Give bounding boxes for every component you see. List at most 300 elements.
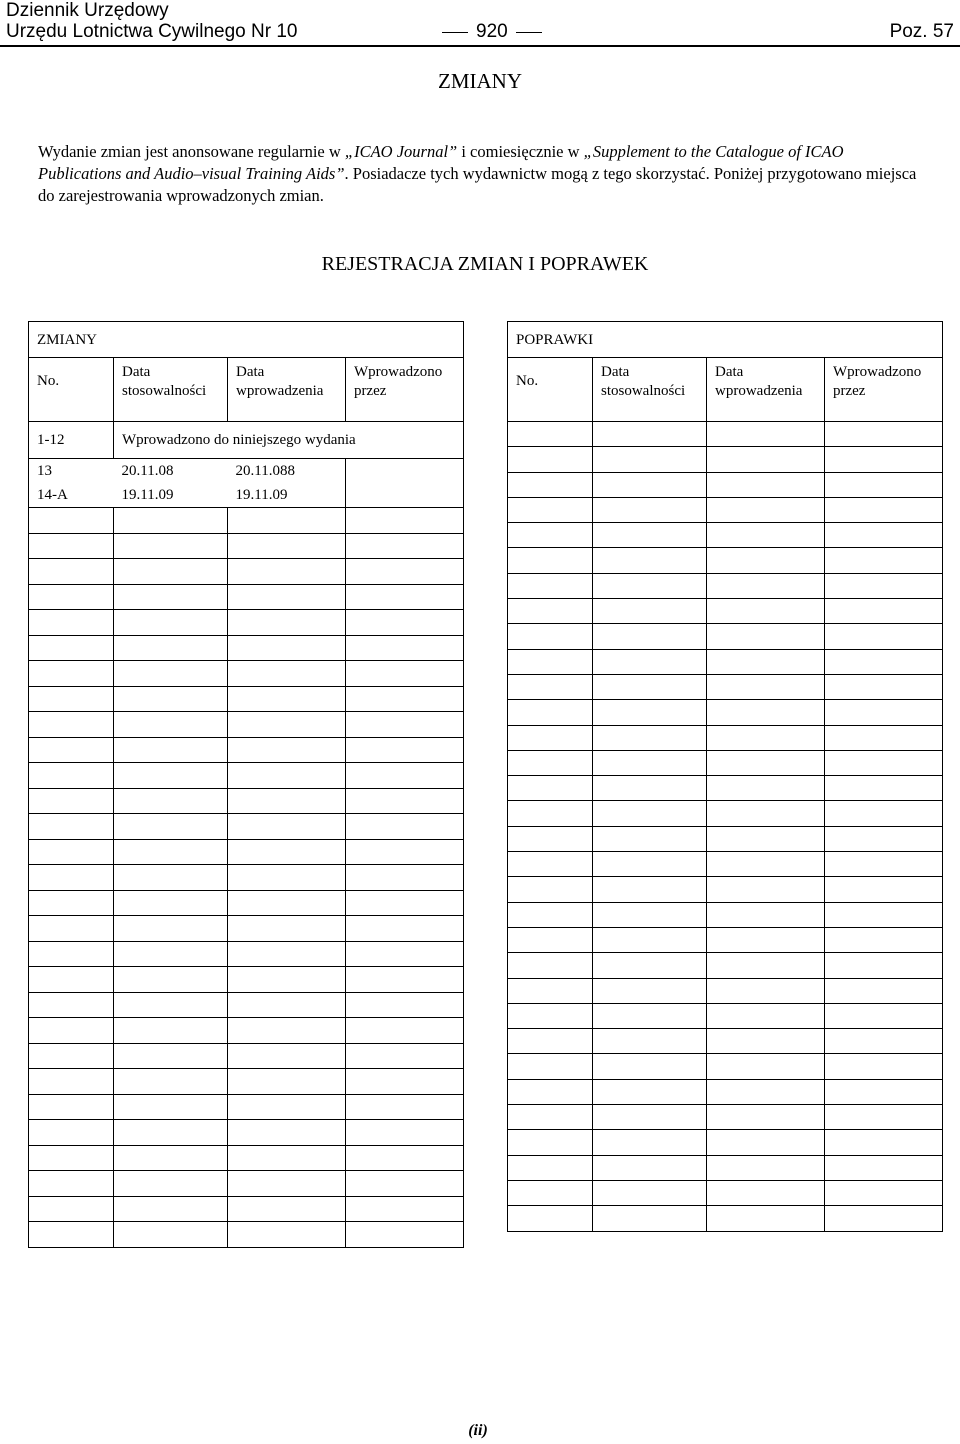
- blank-cell: [593, 1155, 707, 1180]
- blank-cell: [346, 686, 464, 712]
- blank-cell: [707, 548, 825, 573]
- zmiany-header-entered-by-l1: Wprowadzono: [354, 364, 443, 380]
- blank-cell: [707, 1155, 825, 1180]
- blank-cell: [825, 674, 943, 699]
- blank-cell: [825, 725, 943, 750]
- blank-cell: [228, 1196, 346, 1222]
- blank-cell: [707, 422, 825, 447]
- poprawki-table: [507, 321, 943, 1232]
- blank-cell: [228, 635, 346, 661]
- blank-cell: [508, 1155, 593, 1180]
- blank-cell: [114, 1145, 228, 1171]
- blank-cell: [114, 839, 228, 865]
- blank-row: [29, 661, 464, 687]
- blank-cell: [508, 649, 593, 674]
- blank-row: [29, 1196, 464, 1222]
- blank-row: [508, 1079, 943, 1104]
- blank-cell: [707, 826, 825, 851]
- blank-row: [508, 1029, 943, 1054]
- blank-cell: [593, 700, 707, 725]
- blank-cell: [707, 497, 825, 522]
- blank-cell: [593, 826, 707, 851]
- register-title: REJESTRACJA ZMIAN I POPRAWEK: [321, 253, 649, 275]
- blank-cell: [228, 1018, 346, 1044]
- blank-cell: [346, 992, 464, 1018]
- blank-cell: [114, 584, 228, 610]
- blank-cell: [707, 1029, 825, 1054]
- poprawki-header-entered-by-l1: Wprowadzono: [833, 364, 922, 380]
- blank-cell: [707, 750, 825, 775]
- blank-row: [29, 1145, 464, 1171]
- zmiany-row2-by: [346, 459, 464, 484]
- blank-row: [508, 1054, 943, 1079]
- blank-cell: [508, 700, 593, 725]
- blank-cell: [114, 559, 228, 585]
- blank-cell: [825, 1130, 943, 1155]
- blank-row: [508, 1180, 943, 1205]
- blank-cell: [228, 1222, 346, 1248]
- blank-cell: [29, 559, 114, 585]
- blank-cell: [825, 523, 943, 548]
- blank-cell: [228, 737, 346, 763]
- blank-cell: [593, 927, 707, 952]
- blank-cell: [228, 559, 346, 585]
- blank-cell: [29, 1069, 114, 1095]
- blank-row: [508, 801, 943, 826]
- blank-cell: [707, 624, 825, 649]
- blank-cell: [114, 508, 228, 534]
- blank-cell: [593, 801, 707, 826]
- position-number: Poz. 57: [889, 21, 954, 42]
- blank-cell: [593, 902, 707, 927]
- blank-cell: [508, 497, 593, 522]
- blank-cell: [707, 877, 825, 902]
- blank-row: [29, 1043, 464, 1069]
- blank-cell: [508, 750, 593, 775]
- poprawki-table-title: POPRAWKI: [508, 322, 943, 358]
- blank-cell: [114, 788, 228, 814]
- blank-row: [508, 826, 943, 851]
- poprawki-header-entered-by-l2: przez: [833, 383, 866, 399]
- page-number-dash-left: [442, 32, 468, 33]
- zmiany-header-entered-by-l2: przez: [354, 383, 387, 399]
- zmiany-row3-by: [346, 483, 464, 508]
- blank-row: [508, 447, 943, 472]
- blank-cell: [825, 624, 943, 649]
- blank-cell: [593, 978, 707, 1003]
- blank-cell: [825, 649, 943, 674]
- blank-cell: [114, 1171, 228, 1197]
- blank-cell: [228, 814, 346, 840]
- blank-cell: [29, 610, 114, 636]
- table-row: [29, 483, 464, 508]
- blank-row: [29, 814, 464, 840]
- blank-cell: [825, 902, 943, 927]
- blank-cell: [114, 1196, 228, 1222]
- blank-cell: [508, 1054, 593, 1079]
- blank-cell: [707, 649, 825, 674]
- blank-cell: [228, 839, 346, 865]
- blank-cell: [228, 941, 346, 967]
- blank-cell: [228, 610, 346, 636]
- blank-cell: [346, 1196, 464, 1222]
- blank-row: [508, 725, 943, 750]
- blank-cell: [346, 916, 464, 942]
- header-rule: [0, 45, 960, 47]
- blank-cell: [228, 1043, 346, 1069]
- blank-row: [508, 700, 943, 725]
- blank-cell: [228, 686, 346, 712]
- blank-cell: [114, 814, 228, 840]
- blank-cell: [29, 839, 114, 865]
- blank-cell: [114, 1069, 228, 1095]
- blank-cell: [593, 674, 707, 699]
- zmiany-header-applicable-date-l1: Data: [122, 364, 151, 380]
- blank-cell: [114, 865, 228, 891]
- blank-cell: [593, 548, 707, 573]
- blank-row: [508, 497, 943, 522]
- blank-cell: [593, 447, 707, 472]
- blank-cell: [825, 927, 943, 952]
- blank-cell: [825, 750, 943, 775]
- page-number: 920: [476, 21, 508, 42]
- blank-cell: [508, 523, 593, 548]
- blank-cell: [228, 1069, 346, 1095]
- blank-cell: [29, 1094, 114, 1120]
- blank-cell: [228, 788, 346, 814]
- blank-cell: [29, 661, 114, 687]
- blank-cell: [707, 978, 825, 1003]
- blank-row: [508, 649, 943, 674]
- blank-cell: [593, 422, 707, 447]
- blank-cell: [593, 472, 707, 497]
- blank-cell: [228, 967, 346, 993]
- blank-cell: [593, 497, 707, 522]
- table-row: [29, 459, 464, 484]
- blank-cell: [825, 700, 943, 725]
- blank-cell: [346, 865, 464, 891]
- blank-cell: [114, 1094, 228, 1120]
- blank-row: [508, 1155, 943, 1180]
- blank-cell: [825, 1079, 943, 1104]
- blank-cell: [114, 1120, 228, 1146]
- blank-cell: [508, 852, 593, 877]
- blank-cell: [508, 927, 593, 952]
- zmiany-row3-entered: 19.11.09: [228, 483, 346, 508]
- blank-cell: [593, 877, 707, 902]
- blank-cell: [29, 1043, 114, 1069]
- blank-row: [29, 788, 464, 814]
- blank-cell: [707, 447, 825, 472]
- supplement-name: „Supplement to the Catalogue of ICAO Publications and Audio–visual Training Aids”: [38, 142, 844, 183]
- blank-cell: [29, 1196, 114, 1222]
- blank-cell: [508, 801, 593, 826]
- blank-cell: [508, 599, 593, 624]
- blank-cell: [228, 584, 346, 610]
- blank-cell: [228, 1171, 346, 1197]
- blank-cell: [825, 1155, 943, 1180]
- blank-cell: [346, 1145, 464, 1171]
- blank-cell: [114, 635, 228, 661]
- blank-cell: [707, 1130, 825, 1155]
- blank-cell: [508, 1079, 593, 1104]
- blank-cell: [114, 1018, 228, 1044]
- zmiany-header-applicable-date: [114, 358, 228, 422]
- journal-title-line2: Urzędu Lotnictwa Cywilnego Nr 10: [6, 21, 298, 42]
- zmiany-row1-note: Wprowadzono do niniejszego wydania: [114, 422, 464, 459]
- blank-cell: [114, 533, 228, 559]
- blank-cell: [346, 1018, 464, 1044]
- blank-row: [29, 1018, 464, 1044]
- blank-cell: [114, 941, 228, 967]
- zmiany-header-entry-date: [228, 358, 346, 422]
- blank-cell: [29, 635, 114, 661]
- blank-cell: [707, 1105, 825, 1130]
- blank-cell: [707, 1003, 825, 1028]
- blank-cell: [593, 1054, 707, 1079]
- blank-row: [508, 674, 943, 699]
- blank-row: [508, 877, 943, 902]
- blank-cell: [593, 573, 707, 598]
- zmiany-row3-applicable: 19.11.09: [114, 483, 228, 508]
- blank-cell: [825, 573, 943, 598]
- blank-cell: [707, 852, 825, 877]
- blank-cell: [707, 953, 825, 978]
- blank-cell: [825, 776, 943, 801]
- blank-cell: [825, 1003, 943, 1028]
- blank-cell: [346, 1094, 464, 1120]
- blank-cell: [593, 1029, 707, 1054]
- blank-cell: [29, 737, 114, 763]
- blank-cell: [508, 978, 593, 1003]
- blank-cell: [114, 916, 228, 942]
- blank-row: [29, 890, 464, 916]
- blank-cell: [825, 877, 943, 902]
- blank-row: [508, 776, 943, 801]
- blank-cell: [346, 788, 464, 814]
- journal-title-line1: Dziennik Urzędowy: [6, 0, 169, 21]
- blank-cell: [707, 1206, 825, 1231]
- blank-cell: [508, 826, 593, 851]
- blank-cell: [825, 1054, 943, 1079]
- blank-cell: [707, 573, 825, 598]
- blank-cell: [346, 1069, 464, 1095]
- poprawki-header-entry-date-l2: wprowadzenia: [715, 383, 803, 399]
- blank-row: [29, 712, 464, 738]
- blank-cell: [29, 814, 114, 840]
- blank-cell: [825, 472, 943, 497]
- blank-row: [29, 686, 464, 712]
- blank-row: [29, 1171, 464, 1197]
- blank-cell: [228, 1120, 346, 1146]
- blank-row: [508, 422, 943, 447]
- blank-cell: [29, 788, 114, 814]
- blank-cell: [29, 763, 114, 789]
- blank-cell: [346, 559, 464, 585]
- blank-cell: [707, 523, 825, 548]
- blank-row: [508, 1130, 943, 1155]
- blank-cell: [825, 801, 943, 826]
- blank-cell: [593, 1079, 707, 1104]
- blank-cell: [707, 1180, 825, 1205]
- blank-cell: [593, 1003, 707, 1028]
- blank-cell: [346, 737, 464, 763]
- blank-row: [508, 1003, 943, 1028]
- blank-cell: [228, 1145, 346, 1171]
- poprawki-header-entry-date: [707, 358, 825, 422]
- section-title: ZMIANY: [438, 69, 522, 93]
- blank-cell: [346, 1171, 464, 1197]
- blank-cell: [346, 941, 464, 967]
- blank-cell: [228, 533, 346, 559]
- blank-cell: [825, 497, 943, 522]
- blank-cell: [114, 967, 228, 993]
- blank-row: [29, 839, 464, 865]
- blank-row: [29, 584, 464, 610]
- zmiany-row1-no: 1-12: [29, 422, 114, 459]
- blank-cell: [228, 865, 346, 891]
- blank-cell: [508, 725, 593, 750]
- blank-cell: [508, 953, 593, 978]
- blank-cell: [593, 599, 707, 624]
- blank-cell: [825, 599, 943, 624]
- blank-cell: [114, 661, 228, 687]
- blank-cell: [508, 674, 593, 699]
- blank-cell: [29, 1171, 114, 1197]
- zmiany-header-entered-by: [346, 358, 464, 422]
- blank-cell: [707, 902, 825, 927]
- blank-cell: [29, 1145, 114, 1171]
- blank-cell: [825, 852, 943, 877]
- blank-cell: [825, 978, 943, 1003]
- page-number-dash-right: [516, 32, 542, 33]
- blank-row: [29, 533, 464, 559]
- blank-cell: [346, 967, 464, 993]
- blank-cell: [29, 916, 114, 942]
- icao-journal-name: „ICAO Journal”: [344, 142, 458, 161]
- blank-cell: [346, 890, 464, 916]
- blank-cell: [114, 1222, 228, 1248]
- blank-cell: [825, 1105, 943, 1130]
- blank-cell: [825, 447, 943, 472]
- blank-cell: [346, 610, 464, 636]
- blank-cell: [508, 472, 593, 497]
- blank-cell: [707, 927, 825, 952]
- blank-cell: [593, 1206, 707, 1231]
- blank-cell: [825, 1206, 943, 1231]
- blank-cell: [825, 826, 943, 851]
- blank-cell: [346, 635, 464, 661]
- blank-cell: [346, 763, 464, 789]
- zmiany-header-entry-date-l1: Data: [236, 364, 265, 380]
- blank-cell: [508, 776, 593, 801]
- blank-cell: [29, 1018, 114, 1044]
- blank-cell: [114, 737, 228, 763]
- blank-cell: [114, 890, 228, 916]
- blank-cell: [29, 967, 114, 993]
- blank-cell: [346, 1043, 464, 1069]
- intro-text-2: i comiesięcznie w: [457, 142, 584, 161]
- poprawki-header-no: No.: [508, 358, 593, 422]
- blank-row: [508, 750, 943, 775]
- blank-cell: [29, 533, 114, 559]
- poprawki-header-entered-by: [825, 358, 943, 422]
- blank-row: [29, 941, 464, 967]
- blank-cell: [508, 1206, 593, 1231]
- blank-row: [29, 763, 464, 789]
- blank-cell: [593, 852, 707, 877]
- zmiany-row2-no: 13: [29, 459, 114, 484]
- blank-row: [508, 472, 943, 497]
- blank-cell: [508, 877, 593, 902]
- poprawki-header-applicable-date: [593, 358, 707, 422]
- blank-row: [29, 1120, 464, 1146]
- blank-cell: [346, 1222, 464, 1248]
- blank-cell: [228, 992, 346, 1018]
- blank-row: [508, 573, 943, 598]
- blank-cell: [707, 1054, 825, 1079]
- blank-row: [29, 1094, 464, 1120]
- blank-cell: [707, 776, 825, 801]
- blank-cell: [593, 1180, 707, 1205]
- zmiany-header-no: No.: [29, 358, 114, 422]
- zmiany-header-entry-date-l2: wprowadzenia: [236, 383, 324, 399]
- blank-cell: [29, 1222, 114, 1248]
- blank-row: [29, 865, 464, 891]
- blank-cell: [114, 763, 228, 789]
- blank-cell: [508, 1180, 593, 1205]
- blank-cell: [29, 1120, 114, 1146]
- blank-cell: [593, 776, 707, 801]
- blank-row: [29, 1069, 464, 1095]
- blank-cell: [825, 1180, 943, 1205]
- blank-cell: [29, 865, 114, 891]
- blank-cell: [346, 712, 464, 738]
- blank-cell: [114, 610, 228, 636]
- blank-cell: [593, 725, 707, 750]
- poprawki-header-entry-date-l1: Data: [715, 364, 744, 380]
- blank-cell: [29, 941, 114, 967]
- blank-cell: [346, 1120, 464, 1146]
- blank-row: [29, 635, 464, 661]
- blank-cell: [508, 1105, 593, 1130]
- blank-row: [508, 599, 943, 624]
- blank-cell: [228, 508, 346, 534]
- blank-cell: [707, 1079, 825, 1104]
- page-number-block: [434, 21, 550, 42]
- zmiany-row2-applicable: 20.11.08: [114, 459, 228, 484]
- blank-cell: [29, 686, 114, 712]
- blank-cell: [114, 992, 228, 1018]
- poprawki-header-applicable-date-l1: Data: [601, 364, 630, 380]
- blank-row: [29, 916, 464, 942]
- intro-text-3: . Posiadacze tych wydawnictw mogą z tego skorzystać. Poniżej przygotowano miejsca do zarejestrowania wprowadzonych zmian.: [38, 164, 917, 205]
- blank-cell: [593, 649, 707, 674]
- blank-row: [508, 852, 943, 877]
- table-row: [29, 422, 464, 459]
- blank-cell: [114, 1043, 228, 1069]
- poprawki-header-applicable-date-l2: stosowalności: [601, 383, 686, 399]
- blank-row: [29, 737, 464, 763]
- blank-row: [508, 1105, 943, 1130]
- blank-row: [508, 953, 943, 978]
- blank-cell: [228, 890, 346, 916]
- blank-cell: [228, 661, 346, 687]
- blank-row: [29, 508, 464, 534]
- blank-cell: [346, 508, 464, 534]
- zmiany-table: [28, 321, 464, 1248]
- blank-cell: [29, 992, 114, 1018]
